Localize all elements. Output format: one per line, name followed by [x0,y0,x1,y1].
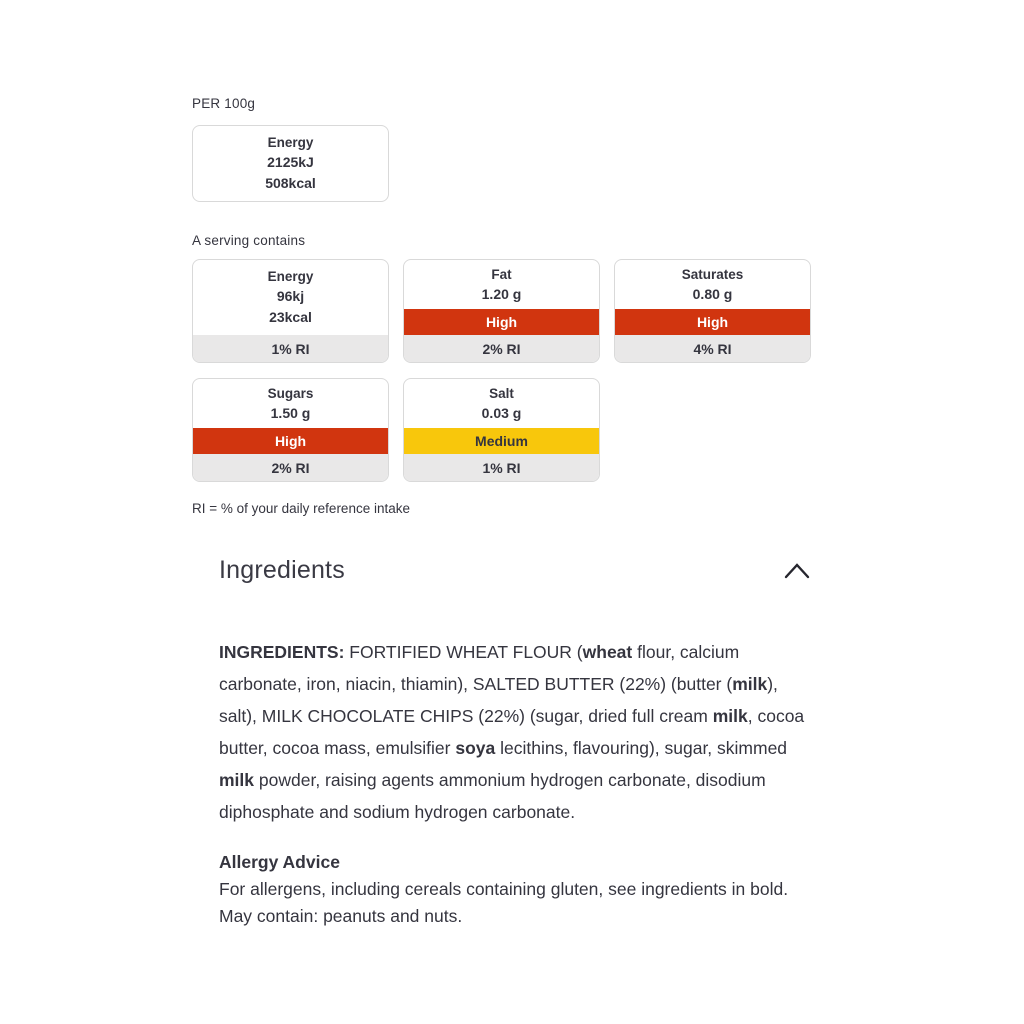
nutrient-amount: 1.50 g [270,404,311,421]
ri-footnote: RI = % of your daily reference intake [192,501,410,516]
nutrient-card-header [615,260,810,309]
ingredients-accordion-header[interactable] [219,552,811,589]
nutrient-amount: 0.80 g [692,285,733,302]
nutrient-level-badge: High [404,309,599,335]
nutrient-card [192,378,389,482]
ingredients-accordion-body [219,636,811,930]
ingredients-paragraph: INGREDIENTS: FORTIFIED WHEAT FLOUR (wheat flour, calcium carbonate, iron, niacin, thiamin), SALTED BUTTER (22%) (butter (milk), salt), MILK CHOCOLATE CHIPS (22%) (sugar, dried full cream milk, cocoa butter, cocoa mass, emulsifier soya lecithins, flavouring), sugar, skimmed milk powder, raising agents ammonium hydrogen carbonate, disodium diphosphate and sodium hydrogen carbonate. [219,642,805,822]
nutrient-level-badge: High [193,428,388,454]
nutrient-amount: 96kj 23kcal [269,288,312,325]
per-100g-card-row [192,125,814,202]
nutrient-card [614,259,811,363]
nutrient-amount: 1.20 g [481,285,522,302]
nutrient-name: Energy [267,135,314,150]
nutrient-name: Saturates [681,266,744,282]
nutrient-name: Salt [489,385,514,401]
nutrient-card-header [404,260,599,309]
nutrient-card [192,125,389,202]
serving-cards-grid [192,259,814,482]
nutrient-level-badge: High [615,309,810,335]
nutrient-card-header [404,379,599,428]
nutrient-ri-value: 1% RI [404,454,599,481]
ingredients-section [219,552,811,930]
nutrient-card-header [193,260,388,335]
nutrient-name: Energy [267,269,314,284]
nutrient-name: Fat [491,266,512,282]
nutrition-panel [192,0,814,930]
nutrient-ri-value: 2% RI [404,335,599,362]
nutrient-card-header [193,126,388,201]
nutrient-amount: 2125kJ 508kcal [265,154,316,191]
allergy-line: May contain: peanuts and nuts. [219,906,463,926]
per-100g-label: PER 100g [192,96,256,111]
ingredients-title: Ingredients [219,556,345,584]
chevron-up-icon[interactable] [783,561,811,581]
nutrient-name: Sugars [267,385,314,401]
nutrient-card [403,259,600,363]
nutrient-ri-value: 4% RI [615,335,810,362]
nutrient-ri-value: 1% RI [193,335,388,362]
allergy-advice-heading: Allergy Advice [219,852,340,872]
serving-contains-label: A serving contains [192,233,306,248]
nutrient-level-badge: Medium [404,428,599,454]
nutrient-card-header [193,379,388,428]
allergy-advice-text [219,876,811,930]
nutrient-ri-value: 2% RI [193,454,388,481]
nutrient-card [403,378,600,482]
allergy-line: For allergens, including cereals containing gluten, see ingredients in bold. [219,879,789,899]
nutrient-card [192,259,389,363]
nutrient-amount: 0.03 g [481,404,522,421]
